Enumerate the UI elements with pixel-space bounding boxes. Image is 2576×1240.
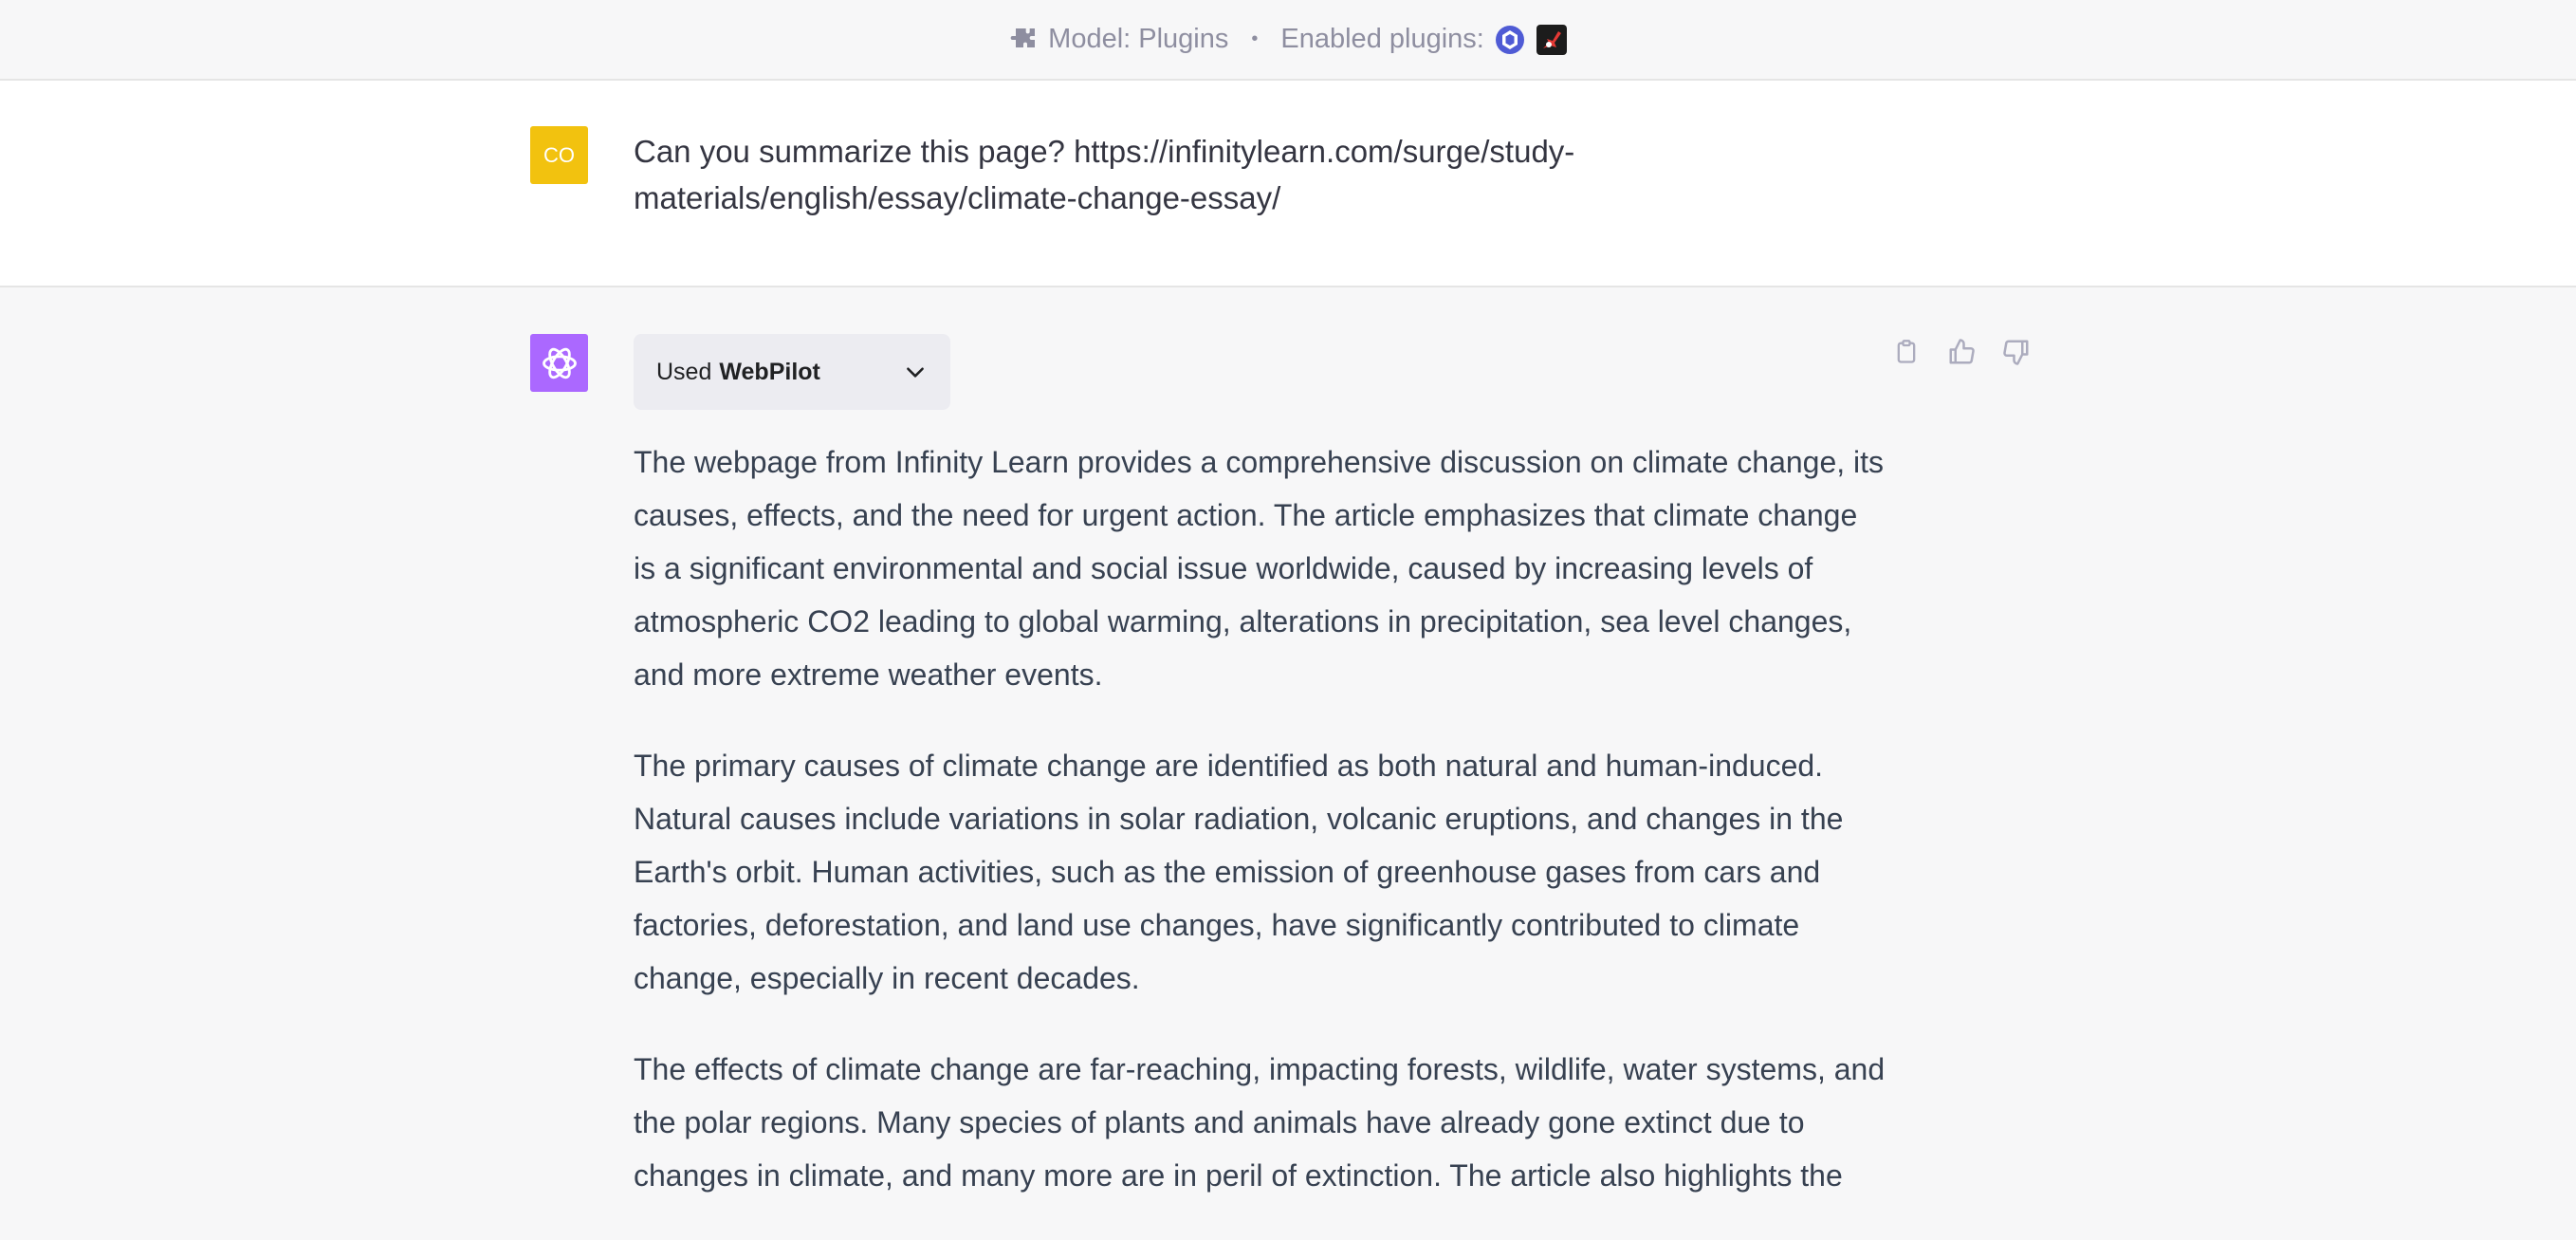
answer-paragraph: The webpage from Infinity Learn provides a comprehensive discussion on climate change, its causes, effects, and the need for urgent action. The article emphasizes that climate change is a significant environmental and social issue worldwide, caused by increasing levels of atmospheric CO2 leading to global warming, alterations in precipitation, sea level changes, and more extreme weather events. xyxy=(634,445,1885,692)
used-plugin-dropdown[interactable] xyxy=(634,334,950,410)
copy-icon[interactable] xyxy=(1891,335,1922,369)
puzzle-icon xyxy=(1008,25,1039,55)
chevron-down-icon xyxy=(903,360,928,384)
user-message-text: Can you summarize this page? https://infinitylearn.com/surge/study-materials/english/essay/climate-change-essay/ xyxy=(634,134,1575,215)
webpilot-icon xyxy=(1494,24,1526,56)
user-message-row xyxy=(0,81,2576,287)
plugin-name: WebPilot xyxy=(719,358,820,385)
model-label: Model: Plugins xyxy=(1048,24,1229,54)
chatgpt-logo-icon xyxy=(530,334,588,392)
user-avatar: CO xyxy=(530,126,588,184)
assistant-answer xyxy=(634,435,1886,1240)
separator-dot: • xyxy=(1251,28,1259,49)
used-label: Used xyxy=(656,358,712,385)
assistant-message-row xyxy=(0,287,2576,1193)
thumbs-down-icon[interactable] xyxy=(2001,335,2032,369)
message-actions xyxy=(1891,335,2032,369)
answer-paragraph: The primary causes of climate change are identified as both natural and human-induced. Natural causes include variations in solar radiation, volcanic eruptions, and changes in the Earth's orbit. Human activities, such as the emission of greenhouse gases from cars and factories, deforestation, and land use changes, have significantly contributed to climate change, especially in recent decades. xyxy=(634,749,1844,995)
answer-paragraph: The effects of climate change are far-reaching, impacting forests, wildlife, water systems, and the polar regions. Many species of plants and animals have already gone extinct due to changes in climate, and many more are in peril of extinction. The article also highlights the xyxy=(634,1052,1886,1193)
thumbs-up-icon[interactable] xyxy=(1946,335,1977,369)
guitar-plugin-icon xyxy=(1536,24,1568,56)
model-header xyxy=(0,0,2576,81)
enabled-plugins-label: Enabled plugins: xyxy=(1280,24,1484,54)
